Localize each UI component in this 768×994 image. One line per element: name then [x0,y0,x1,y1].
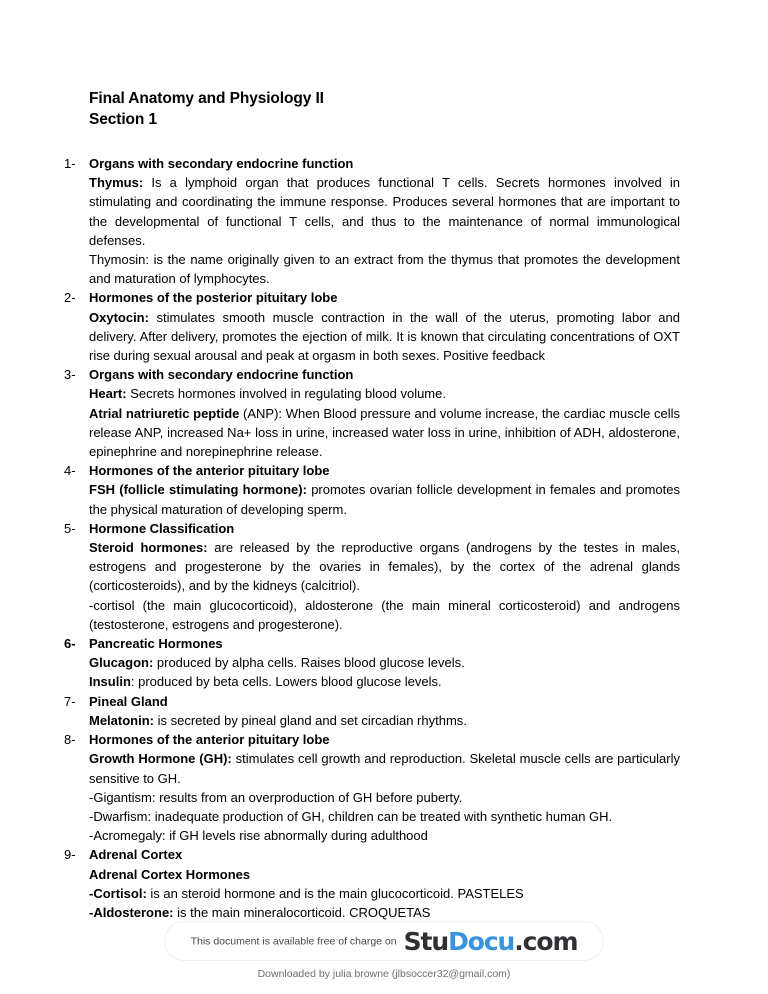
paragraph-text: Is a lymphoid organ that produces functional T cells. Secrets hormones involved in stimulating and coordinating the immune response. Produces several hormones that are important to the developmental of functional T cells, and thus to the maintenance of normal immunological defenses. [89,175,680,248]
paragraph-text: is secreted by pineal gland and set circadian rhythms. [154,712,467,728]
list-item [64,461,680,519]
list-item-number: 7- [64,693,76,709]
list-item-paragraph [89,173,680,250]
list-item-number: 6- [64,636,76,652]
list-item [64,692,680,730]
paragraph-lead-in: Insulin [89,674,131,690]
list-item-number: 2- [64,290,76,306]
paragraph-text: : produced by beta cells. Lowers blood glucose levels. [130,674,442,690]
paragraph-text: -Dwarfism: inadequate production of GH, children can be treated with synthetic human GH. [89,808,613,824]
list-item-paragraph [89,653,680,672]
list-item-paragraph [89,308,680,366]
list-item [64,730,680,845]
logo-text-stu: Stu [403,927,449,956]
paragraph-text: (ANP): When Blood pressure and volume increase, the cardiac muscle cells release ANP, increased Na+ loss in urine, increased water loss in urine, inhibition of ADH, aldosterone, epinephrine and norepinephrine release. [89,405,681,460]
paragraph-lead-in: -Cortisol: [89,885,147,901]
list-item-number: 1- [64,156,76,171]
paragraph-lead-in: FSH (follicle stimulating hormone): [89,482,307,498]
watermark-badge [164,921,605,961]
logo-text-com: .com [514,927,578,956]
list-item-paragraph [89,672,680,691]
paragraph-text: is the main mineralocorticoid. CROQUETAS [173,904,431,920]
list-item-number: 9- [64,847,76,863]
downloaded-by-text: Downloaded by julia browne (jlbsoccer32@gmail.com) [257,968,511,980]
paragraph-lead-in: Glucagon: [89,655,154,671]
paragraph-text: are released by the reproductive organs (androgens by the testes in males, estrogens and progesterone by the ovaries in females), by the cortex of the adrenal glands (corticosteroids), and by the kidneys (calcitriol). [89,540,680,594]
list-item-paragraph [89,807,680,826]
list-item-paragraph [89,903,680,922]
paragraph-text: Secrets hormones involved in regulating blood volume. [126,386,446,402]
document-title [64,88,680,130]
paragraph-text: promotes ovarian follicle development in females and promotes the physical maturation of developing sperm. [89,482,680,517]
logo-text-docu: Docu [448,927,515,956]
paragraph-lead-in: Oxytocin: [89,309,149,325]
list-item-paragraph [89,865,680,884]
paragraph-text: -Acromegaly: if GH levels rise abnormally during adulthood [89,828,428,844]
list-item-heading: Pancreatic Hormones [89,636,223,652]
paragraph-lead-in: Heart: [89,386,127,402]
list-item-number: 5- [64,520,76,536]
paragraph-text: -cortisol (the main glucocorticoid), aldosterone (the main mineral corticosteroid) and androgens (testosterone, estrogens and progesterone). [89,597,680,632]
numbered-content-list [64,154,680,922]
list-item-number: 3- [64,367,76,383]
studocu-logo [404,929,578,954]
page-title-line-2: Section 1 [89,111,158,128]
list-item-number: 8- [64,732,76,748]
list-item-heading: Hormones of the anterior pituitary lobe [89,463,330,479]
paragraph-text: -Gigantism: results from an overproduction of GH before puberty. [89,789,463,805]
list-item-number: 4- [64,463,76,479]
document-body [64,88,680,922]
paragraph-lead-in: -Aldosterone: [89,904,174,920]
paragraph-text: produced by alpha cells. Raises blood glucose levels. [153,655,465,671]
list-item-heading: Hormones of the anterior pituitary lobe [89,732,330,748]
list-item [64,154,680,288]
list-item-heading: Adrenal Cortex [89,847,183,863]
list-item-paragraph [89,480,680,518]
studocu-footer [0,921,768,980]
list-item [64,288,680,365]
list-item-paragraph [89,826,680,845]
list-item-heading: Organs with secondary endocrine function [89,367,354,383]
list-item-heading: Pineal Gland [89,693,168,709]
paragraph-text: Thymosin: is the name originally given to an extract from the thymus that promotes the development and maturation of lymphocytes. [89,252,680,287]
paragraph-text: stimulates cell growth and reproduction. Skeletal muscle cells are particularly sensitive to GH. [89,751,681,786]
list-item-heading: Organs with secondary endocrine function [89,156,354,171]
paragraph-lead-in: Melatonin: [89,712,154,728]
availability-text: This document is available free of charge on [190,935,397,948]
list-item [64,845,680,922]
list-item [64,365,680,461]
list-item-paragraph [89,749,680,787]
list-item-paragraph [89,884,680,903]
list-item-heading: Hormone Classification [89,520,235,536]
list-item [64,634,680,692]
list-item-paragraph [89,788,680,807]
paragraph-lead-in: Thymus: [89,175,144,191]
paragraph-text: stimulates smooth muscle contraction in the wall of the uterus, promoting labor and delivery. After delivery, promotes the ejection of milk. It is known that circulating concentrations of OXT rise during sexual arousal and peak at orgasm in both sexes. Positive feedback [89,309,680,364]
list-item-paragraph [89,404,680,462]
paragraph-lead-in: Atrial natriuretic peptide [89,405,240,421]
paragraph-text: is an steroid hormone and is the main glucocorticoid. PASTELES [146,885,524,901]
list-item-paragraph [89,384,680,403]
paragraph-lead-in: Adrenal Cortex Hormones [89,866,251,882]
list-item-paragraph [89,250,680,288]
page-title-line-1: Final Anatomy and Physiology II [89,90,324,107]
list-item-paragraph [89,538,680,596]
list-item-paragraph [89,596,680,634]
paragraph-lead-in: Growth Hormone (GH): [89,751,232,767]
list-item-heading: Hormones of the posterior pituitary lobe [89,290,338,306]
list-item-paragraph [89,711,680,730]
list-item [64,519,680,634]
paragraph-lead-in: Steroid hormones: [89,540,208,556]
